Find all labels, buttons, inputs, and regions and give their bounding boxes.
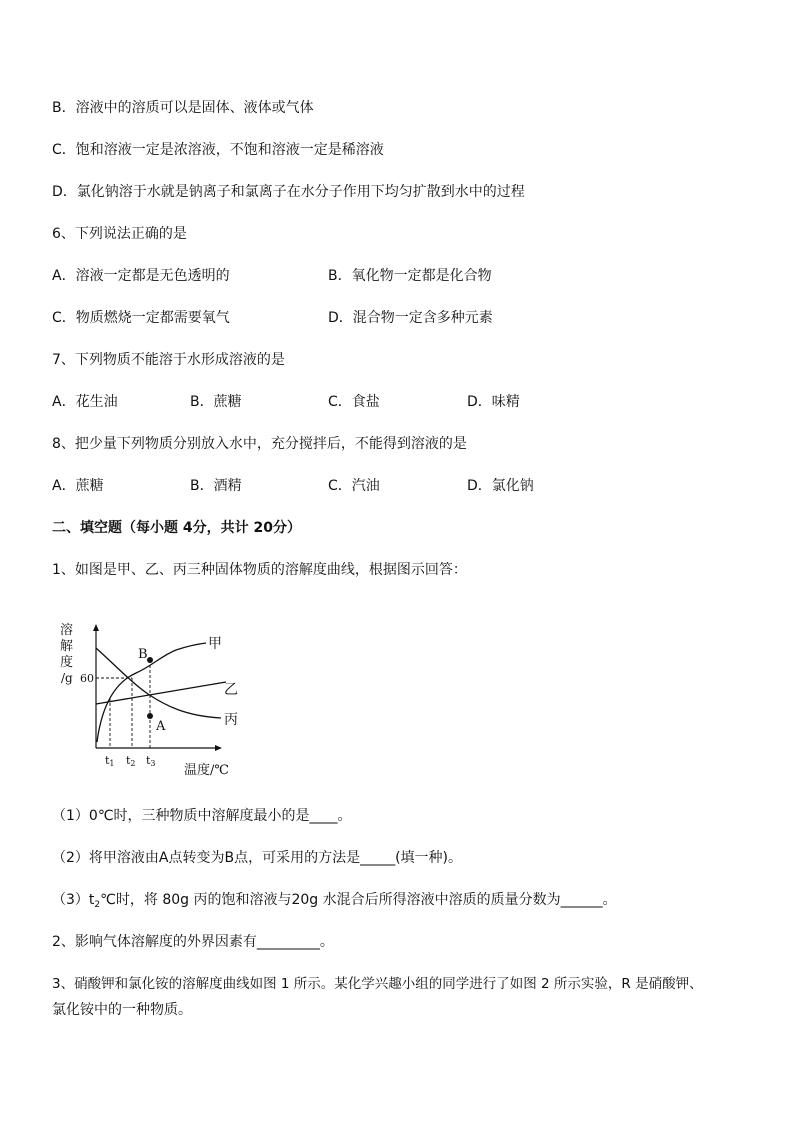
y-axis-label-1: 溶 <box>60 623 74 638</box>
fq2-stem: 2、影响气体溶解度的外界因素有_________。 <box>52 934 334 950</box>
point-a <box>147 713 153 719</box>
q6-stem: 6、下列说法正确的是 <box>52 226 187 242</box>
section-heading: 二、填空题（每小题 4分，共计 20分） <box>52 520 301 536</box>
series-label-yi: 乙 <box>224 682 238 698</box>
fq1-sub3-subscript: 2 <box>94 900 101 910</box>
x-tick-t1: t1 <box>105 754 115 768</box>
x-axis-label: 温度/℃ <box>184 763 229 778</box>
q6-option-b: B．氧化物一定都是化合物 <box>328 268 492 284</box>
q5-option-b: B．溶液中的溶质可以是固体、液体或气体 <box>52 100 314 116</box>
y-axis-label-2: 解 <box>60 639 74 654</box>
point-b <box>147 657 153 663</box>
q6-option-c: C．物质燃烧一定都需要氧气 <box>52 310 230 326</box>
q8-option-b: B．酒精 <box>190 478 242 494</box>
q8-stem: 8、把少量下列物质分别放入水中，充分搅拌后，不能得到溶液的是 <box>52 436 467 452</box>
x-tick-t2: t2 <box>126 754 136 768</box>
y-tick-60: 60 <box>80 672 94 685</box>
fq3-line2: 氯化铵中的一种物质。 <box>52 1002 192 1018</box>
fq1-sub3-pre: （3）t <box>52 892 95 908</box>
fq1-stem: 1、如图是甲、乙、丙三种固体物质的溶解度曲线，根据图示回答： <box>52 562 467 578</box>
q8-option-a: A．蔗糖 <box>52 478 104 494</box>
x-axis-arrow <box>215 745 222 751</box>
q5-option-d: D．氯化钠溶于水就是钠离子和氯离子在水分子作用下均匀扩散到水中的过程 <box>52 184 525 200</box>
curve-yi <box>96 682 226 704</box>
fq1-sub3-post: ℃时，将 80g 丙的饱和溶液与20g 水混合后所得溶液中溶质的质量分数为______。 <box>100 892 617 908</box>
q7-stem: 7、下列物质不能溶于水形成溶液的是 <box>52 352 285 368</box>
y-axis-label-3: 度 <box>60 655 74 670</box>
fq1-sub2: （2）将甲溶液由A点转变为B点，可采用的方法是_____(填一种)。 <box>52 850 463 866</box>
y-axis-arrow <box>93 624 99 631</box>
q5-option-c: C．饱和溶液一定是浓溶液，不饱和溶液一定是稀溶液 <box>52 142 384 158</box>
q7-option-a: A．花生油 <box>52 394 118 410</box>
x-tick-t3: t3 <box>146 754 156 768</box>
q7-option-c: C．食盐 <box>328 394 380 410</box>
curve-bing <box>96 648 221 718</box>
point-b-label: B <box>138 647 148 662</box>
q6-option-d: D．混合物一定含多种元素 <box>328 310 493 326</box>
fq3-line1: 3、硝酸钾和氯化铵的溶解度曲线如图 1 所示。某化学兴趣小组的同学进行了如图 2 所示实验，R 是硝酸钾、 <box>52 976 703 992</box>
q7-option-d: D．味精 <box>467 394 520 410</box>
q8-option-d: D．氯化钠 <box>467 478 534 494</box>
series-label-jia: 甲 <box>208 636 222 652</box>
q8-option-c: C．汽油 <box>328 478 380 494</box>
fq1-sub1: （1）0℃时，三种物质中溶解度最小的是____。 <box>52 808 352 824</box>
q7-option-b: B．蔗糖 <box>190 394 242 410</box>
series-label-bing: 丙 <box>224 712 238 728</box>
solubility-chart <box>56 618 256 778</box>
fq1-sub3 <box>52 890 617 915</box>
point-a-label: A <box>156 719 166 734</box>
q6-option-a: A．溶液一定都是无色透明的 <box>52 268 230 284</box>
y-axis-label-4: /g <box>61 671 73 685</box>
